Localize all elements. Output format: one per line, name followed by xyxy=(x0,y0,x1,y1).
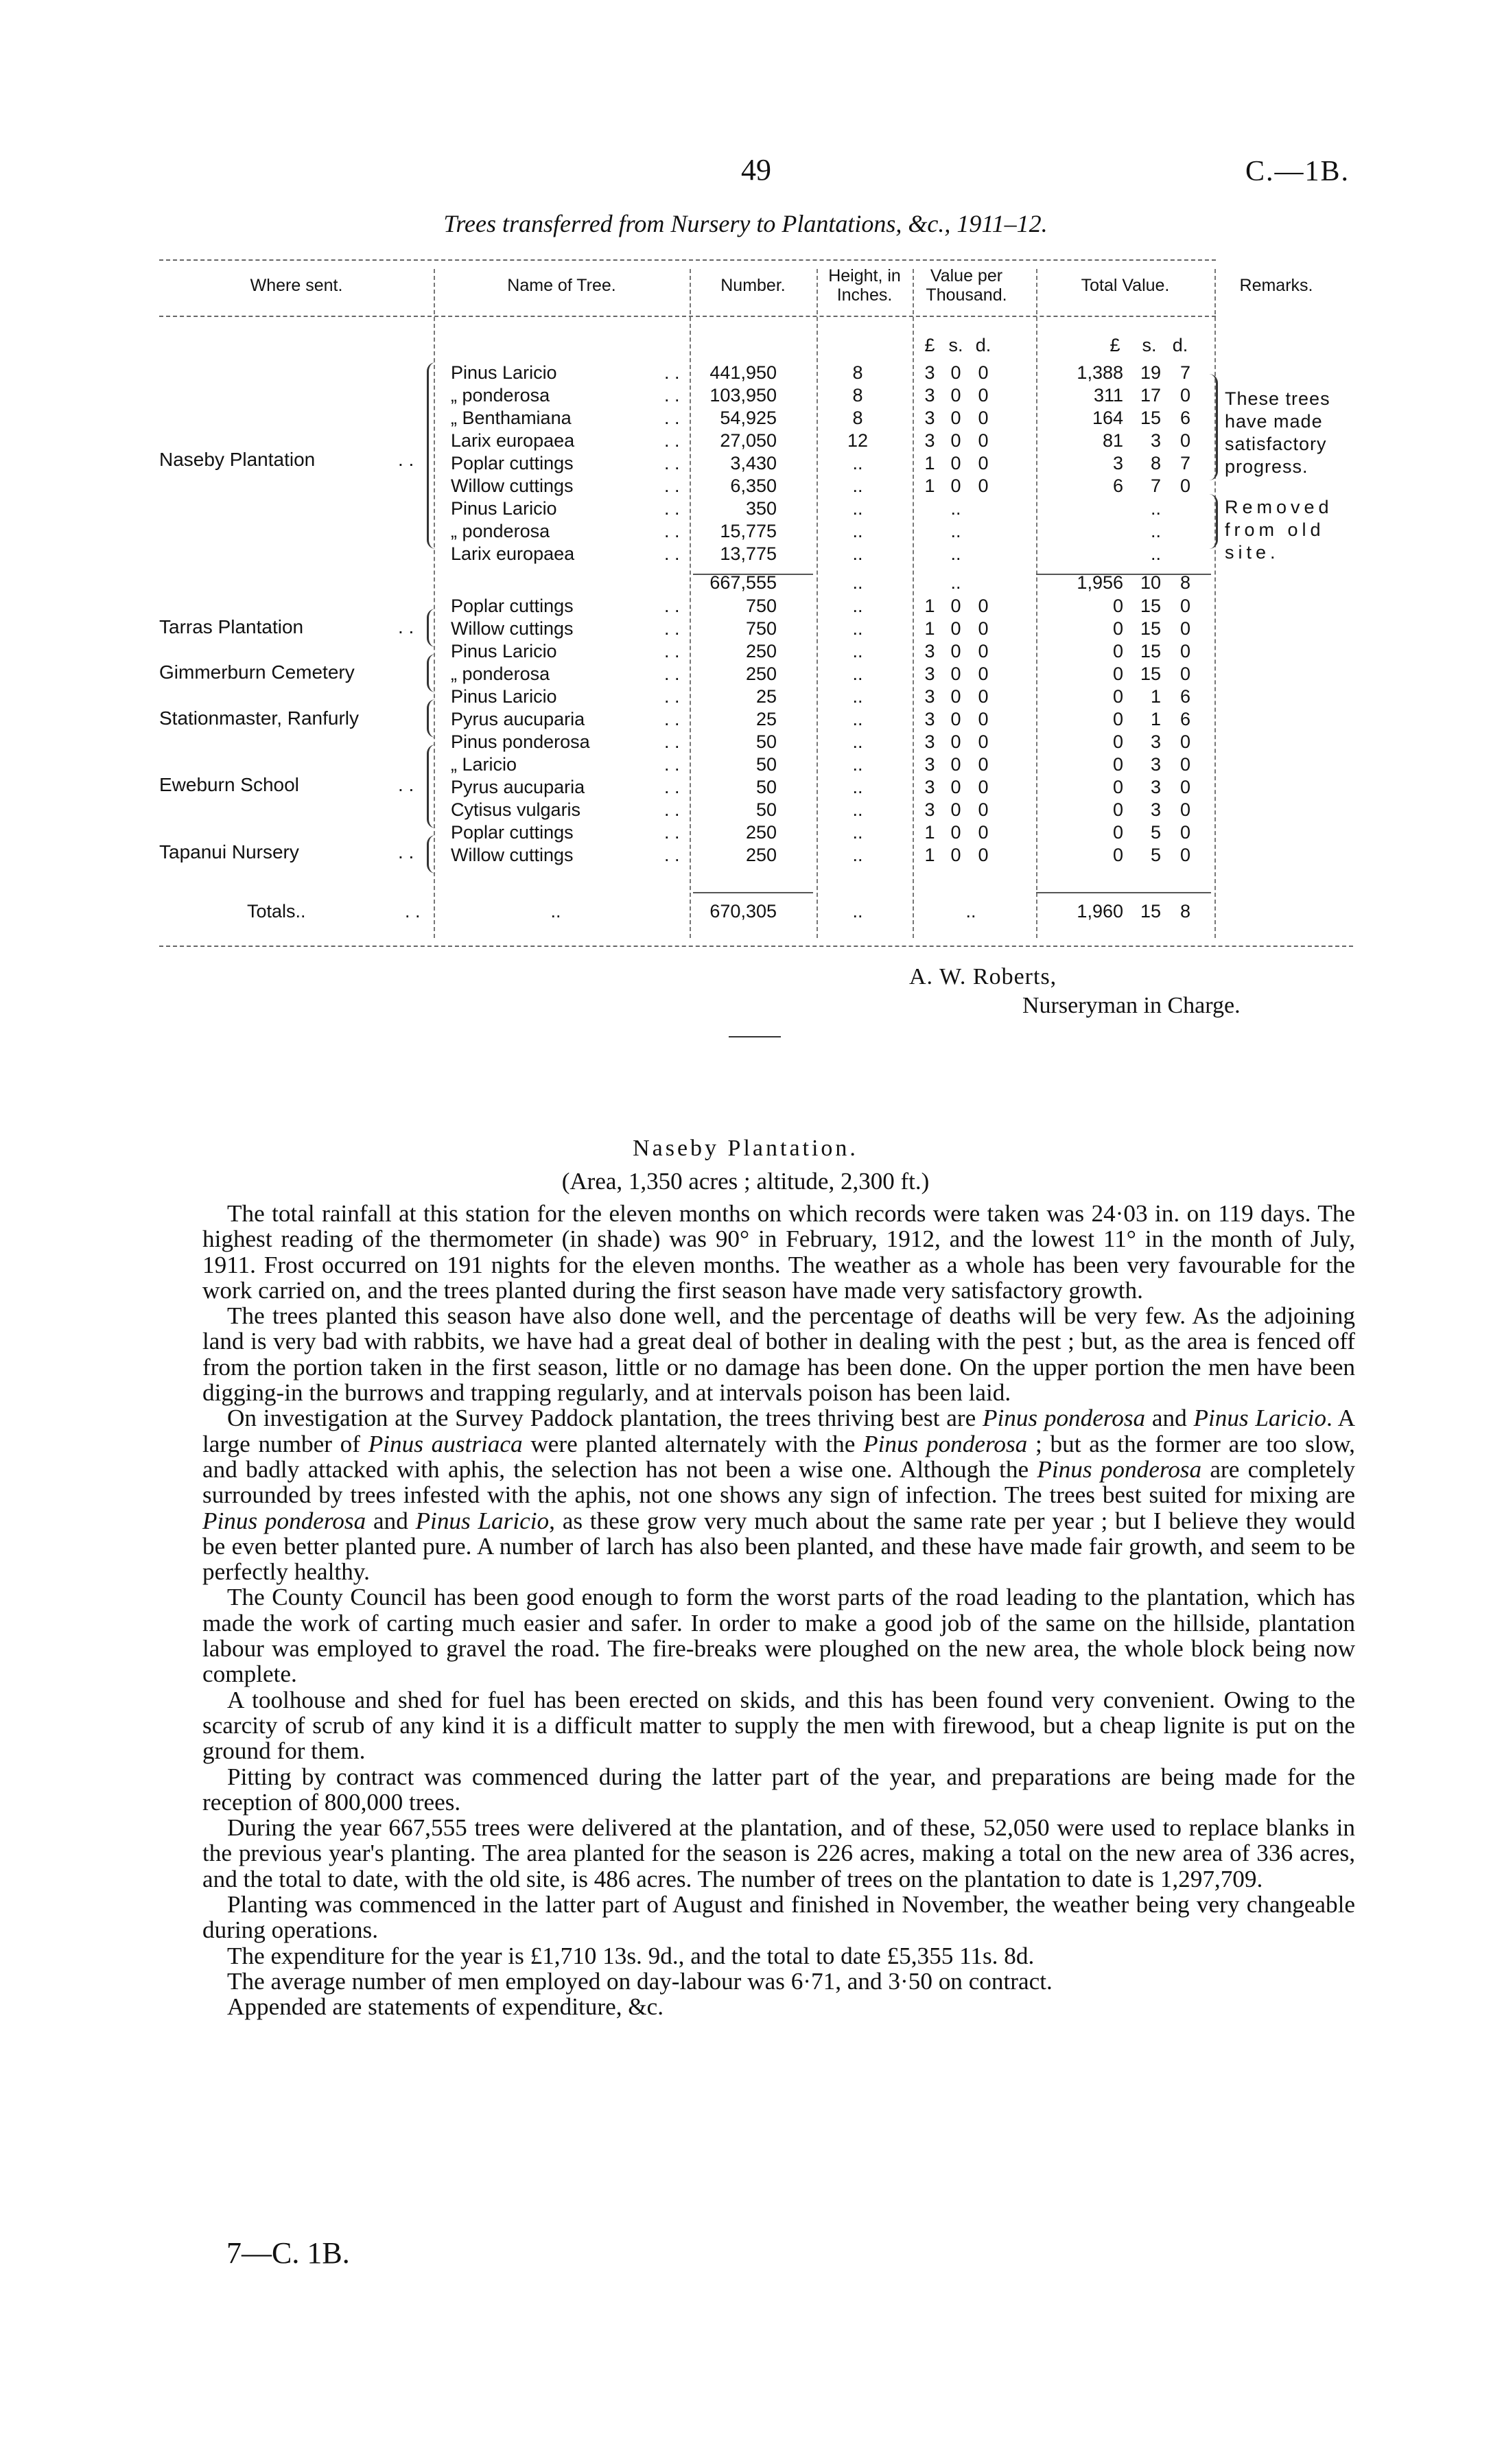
tree-number: 50 xyxy=(755,753,777,775)
tree-height: .. xyxy=(852,799,863,820)
total-shillings: 5 xyxy=(1150,822,1161,843)
value-shillings: 0 xyxy=(950,822,961,843)
leader-dots: . . xyxy=(664,595,680,616)
total-pence: 0 xyxy=(1179,430,1190,451)
value-pounds: 1 xyxy=(924,845,935,866)
remark-line: have made xyxy=(1225,411,1323,432)
group-gimmerburn: Gimmerburn Cemetery xyxy=(159,661,355,683)
tree-number: 441,950 xyxy=(709,362,777,383)
value-shillings: 0 xyxy=(950,362,961,383)
header-remarks: Remarks. xyxy=(1239,276,1313,295)
tree-number: 54,925 xyxy=(720,408,777,429)
total-shillings: 8 xyxy=(1150,453,1161,474)
tree-name: Pinus Laricio xyxy=(451,498,557,519)
section-heading: Naseby Plantation. xyxy=(633,1136,858,1161)
value-shillings: 0 xyxy=(950,845,961,866)
total-pence: 0 xyxy=(1179,822,1190,843)
header-height: Height, in Inches. xyxy=(828,266,901,305)
table-row xyxy=(0,595,1491,618)
tree-name: Pinus Laricio xyxy=(451,640,557,661)
value-pounds: 3 xyxy=(924,753,935,775)
table-row xyxy=(0,731,1491,753)
tree-height: .. xyxy=(852,543,863,565)
page-number: 49 xyxy=(741,153,771,187)
leader-dots: . . xyxy=(664,799,680,820)
table-row xyxy=(0,685,1491,708)
leader-dots: . . xyxy=(664,408,680,429)
leader-dots: . . xyxy=(664,362,680,383)
totals-height: .. xyxy=(852,901,863,922)
paragraph: Planting was commenced in the latter part of August and finished in November, the weather being very changeable during operations. xyxy=(202,1891,1355,1944)
value-pounds: 1 xyxy=(924,618,935,639)
tree-number: 667,555 xyxy=(709,572,777,594)
total-rule xyxy=(693,892,813,893)
tree-height: 8 xyxy=(852,362,863,383)
value-pence: 0 xyxy=(978,822,989,843)
paragraph: The trees planted this season have also done well, and the percentage of deaths will be very few. As the adjoining land is very bad with rabbits, we have had a great deal of bother in dealing with the pest ; but, as the area is fenced off from the portion taken in the first season, little or no damage has been done. On the upper portion the men have been digging-in the burrows and trapping regularly, and at intervals poison has been laid. xyxy=(202,1302,1355,1407)
header-name-of-tree: Name of Tree. xyxy=(507,276,616,295)
page-footer: 7—C. 1B. xyxy=(226,2236,350,2270)
value-pence: 0 xyxy=(978,845,989,866)
table-row xyxy=(0,753,1491,776)
total-pounds: 0 xyxy=(1112,708,1123,729)
tree-name: Willow cuttings xyxy=(451,618,574,639)
total-shillings: 15 xyxy=(1140,663,1161,684)
total-pounds: 311 xyxy=(1093,385,1123,406)
paragraph: On investigation at the Survey Paddock plantation, the trees thriving best are Pinus ponderosa and Pinus Laricio. A large number of Pinus austriaca were planted alternately with the Pinus ponderosa ; but as the former are too slow, and badly attacked with aphis, the selection has not been a wise one. Although the Pinus ponderosa are completely surrounded by trees infested with the aphis, not one shows any sign of infection. The trees best suited for mixing are Pinus ponderosa and Pinus Laricio, as these grow very much about the same rate per year ; but I believe they would be even better planted pure. A number of larch has also been planted, and these have made fair growth, and seem to be perfectly healthy. xyxy=(202,1405,1355,1586)
tree-number: 250 xyxy=(745,845,777,866)
value-shillings: .. xyxy=(950,543,961,565)
tree-name: Pinus Laricio xyxy=(451,362,557,383)
total-pounds: 0 xyxy=(1112,822,1123,843)
tree-number: 750 xyxy=(745,618,777,639)
value-pounds: 3 xyxy=(924,708,935,729)
group-naseby: Naseby Plantation xyxy=(159,449,316,470)
leader-dots: . . xyxy=(664,618,680,639)
value-pounds: 3 xyxy=(924,430,935,451)
leader-dots: . . xyxy=(398,774,414,795)
value-shillings: 0 xyxy=(950,663,961,684)
total-shillings: 3 xyxy=(1150,753,1161,775)
tree-height: .. xyxy=(852,663,863,684)
tree-name: Willow cuttings xyxy=(451,845,574,866)
total-pence: 0 xyxy=(1179,640,1190,661)
subtotal-rule xyxy=(693,574,813,575)
total-pence: 6 xyxy=(1179,408,1190,429)
value-pence: 0 xyxy=(978,618,989,639)
value-shillings: 0 xyxy=(950,685,961,707)
total-shillings: .. xyxy=(1150,521,1161,542)
total-shillings: 10 xyxy=(1140,572,1161,594)
table-row xyxy=(0,799,1491,821)
tree-number: 50 xyxy=(755,731,777,752)
tree-number: 350 xyxy=(745,498,777,519)
value-pence: 0 xyxy=(978,385,989,406)
leader-dots: . . xyxy=(664,521,680,542)
tree-name: „ ponderosa xyxy=(451,521,550,542)
total-pounds: 0 xyxy=(1112,640,1123,661)
leader-dots: . . xyxy=(398,616,414,637)
total-pence: 0 xyxy=(1179,385,1190,406)
total-pence: 0 xyxy=(1179,799,1190,820)
totals-pounds: 1,960 xyxy=(1077,901,1123,922)
paragraph: A toolhouse and shed for fuel has been erected on skids, and this has been found very convenient. Owing to the scarcity of scrub of any kind it is a difficult matter to supply the men with firewood, but a cheap lignite is put on the ground for them. xyxy=(202,1686,1355,1765)
totals-row xyxy=(0,900,1491,923)
tree-height: 8 xyxy=(852,385,863,406)
header-where-sent: Where sent. xyxy=(250,276,343,295)
tree-height: .. xyxy=(852,708,863,729)
leader-dots: . . xyxy=(664,385,680,406)
subtotal-rule xyxy=(1036,574,1211,575)
total-shillings: 3 xyxy=(1150,776,1161,797)
tree-name: Poplar cuttings xyxy=(451,822,574,843)
value-pounds: 3 xyxy=(924,408,935,429)
total-pence: 0 xyxy=(1179,618,1190,639)
paragraph: The total rainfall at this station for the eleven months on which records were taken was 24·03 in. on 119 days. The highest reading of the thermometer (in shade) was 90° in February, 1912, and the lowest 11° in the month of July, 1911. Frost occurred on 191 nights for the eleven months. The weather as a whole has been very favourable for the work carried on, and the trees planted during the first season have made very satisfactory growth. xyxy=(202,1200,1355,1304)
value-pence: 0 xyxy=(978,595,989,616)
tree-name: Larix europaea xyxy=(451,430,575,451)
tree-number: 13,775 xyxy=(720,543,777,565)
total-shillings: 3 xyxy=(1150,731,1161,752)
total-shillings: 1 xyxy=(1150,708,1161,729)
leader-dots: . . xyxy=(664,663,680,684)
tree-number: 50 xyxy=(755,799,777,820)
tree-name: Larix europaea xyxy=(451,543,575,565)
total-pounds: 0 xyxy=(1112,799,1123,820)
value-pounds: 1 xyxy=(924,453,935,474)
value-shillings: 0 xyxy=(950,453,961,474)
paragraph: Pitting by contract was commenced during the latter part of the year, and preparations are being made for the reception of 800,000 trees. xyxy=(202,1763,1355,1816)
remark-line: from old xyxy=(1225,519,1325,540)
tree-height: .. xyxy=(852,731,863,752)
section-subheading: (Area, 1,350 acres ; altitude, 2,300 ft.) xyxy=(561,1168,930,1195)
table-title: Trees transferred from Nursery to Plantations, &c., 1911–12. xyxy=(443,210,1048,237)
total-pounds: 0 xyxy=(1112,595,1123,616)
value-pence: 0 xyxy=(978,663,989,684)
table-row xyxy=(0,618,1491,640)
tree-name: Pyrus aucuparia xyxy=(451,708,585,729)
paragraph: Appended are statements of expenditure, &c. xyxy=(227,1993,664,2021)
totals-label: Totals.. xyxy=(247,901,306,922)
paragraph: During the year 667,555 trees were delivered at the plantation, and of these, 52,050 were used to replace blanks in the previous year's planting. The area planted for the season is 226 acres, making a total on the new area of 336 acres, and the total to date, with the old site, is 486 acres. The number of trees on the plantation to date is 1,297,709. xyxy=(202,1814,1355,1892)
header-value-per-thousand: Value per Thousand. xyxy=(926,266,1007,305)
document-code: C.—1B. xyxy=(1245,156,1350,187)
total-shillings: 19 xyxy=(1140,362,1161,383)
leader-dots: . . xyxy=(664,543,680,565)
total-shillings: 1 xyxy=(1150,685,1161,707)
tree-height: .. xyxy=(852,498,863,519)
header-total-value: Total Value. xyxy=(1081,276,1170,295)
remark-line: These trees xyxy=(1225,388,1330,409)
leader-dots: . . xyxy=(664,822,680,843)
tree-name: Pinus ponderosa xyxy=(451,731,590,752)
total-pounds: 3 xyxy=(1112,453,1123,474)
leader-dots: . . xyxy=(664,453,680,474)
table-row xyxy=(0,572,1491,594)
section-body xyxy=(202,1201,1355,2020)
total-pence: 6 xyxy=(1179,708,1190,729)
remark-line: Removed xyxy=(1225,497,1333,517)
total-pounds: 1,956 xyxy=(1077,572,1123,594)
total-shillings: .. xyxy=(1150,498,1161,519)
tree-height: .. xyxy=(852,822,863,843)
value-pounds: 3 xyxy=(924,385,935,406)
value-pounds: 3 xyxy=(924,640,935,661)
value-shillings: 0 xyxy=(950,618,961,639)
value-shillings: 0 xyxy=(950,799,961,820)
header-number: Number. xyxy=(720,276,786,295)
tree-number: 6,350 xyxy=(730,476,777,497)
total-pounds: 0 xyxy=(1112,618,1123,639)
leader-dots: . . xyxy=(398,449,414,470)
total-pence: 0 xyxy=(1179,845,1190,866)
tree-number: 750 xyxy=(745,595,777,616)
value-pence: 0 xyxy=(978,799,989,820)
total-pounds: 0 xyxy=(1112,776,1123,797)
value-pence: 0 xyxy=(978,362,989,383)
tree-height: .. xyxy=(852,845,863,866)
value-shillings: 0 xyxy=(950,640,961,661)
value-pence: 0 xyxy=(978,408,989,429)
table-top-rule xyxy=(159,259,1216,261)
remark-line: site. xyxy=(1225,542,1280,563)
total-pounds: 0 xyxy=(1112,753,1123,775)
total-pence: 8 xyxy=(1179,572,1190,594)
value-shillings: 0 xyxy=(950,708,961,729)
total-shillings: 15 xyxy=(1140,640,1161,661)
tree-number: 25 xyxy=(755,708,777,729)
leader-dots: . . xyxy=(664,476,680,497)
tree-height: .. xyxy=(852,453,863,474)
group-eweburn: Eweburn School xyxy=(159,774,299,795)
money-subheader-row xyxy=(0,334,1491,357)
signature-name: A. W. Roberts, xyxy=(909,964,1057,989)
value-pounds: 3 xyxy=(924,731,935,752)
totals-name: .. xyxy=(550,901,561,922)
pounds-label: £ xyxy=(924,335,935,355)
value-pence: 0 xyxy=(978,476,989,497)
value-shillings: 0 xyxy=(950,408,961,429)
total-shillings: 15 xyxy=(1140,595,1161,616)
pence-label: d. xyxy=(975,335,991,355)
table-row xyxy=(0,663,1491,685)
total-shillings: 7 xyxy=(1150,476,1161,497)
total-pounds: 0 xyxy=(1112,685,1123,707)
leader-dots: . . xyxy=(405,901,421,922)
leader-dots: . . xyxy=(664,731,680,752)
tree-height: .. xyxy=(852,476,863,497)
tree-height: .. xyxy=(852,640,863,661)
total-pounds: 0 xyxy=(1112,845,1123,866)
tree-number: 250 xyxy=(745,822,777,843)
value-pounds: 1 xyxy=(924,822,935,843)
shillings-label: s. xyxy=(948,335,963,355)
value-shillings: .. xyxy=(950,498,961,519)
tree-number: 15,775 xyxy=(720,521,777,542)
value-pounds: 3 xyxy=(924,362,935,383)
total-pounds: 0 xyxy=(1112,731,1123,752)
total-pence: 0 xyxy=(1179,776,1190,797)
total-shillings: 3 xyxy=(1150,430,1161,451)
remark-line: satisfactory xyxy=(1225,434,1327,454)
total-pence: 0 xyxy=(1179,595,1190,616)
paragraph: The County Council has been good enough to form the worst parts of the road leading to the plantation, which has made the work of carting much easier and safer. In order to make a good job of the same on the hillside, plantation labour was employed to gravel the road. The fire-breaks were ploughed on the new area, the whole block being now complete. xyxy=(202,1584,1355,1688)
value-pence: 0 xyxy=(978,640,989,661)
value-pence: 0 xyxy=(978,708,989,729)
paragraph: The expenditure for the year is £1,710 13s. 9d., and the total to date £5,355 11s. 8d. xyxy=(227,1942,1035,1969)
tree-number: 250 xyxy=(745,640,777,661)
value-shillings: 0 xyxy=(950,595,961,616)
table-row xyxy=(0,821,1491,844)
total-pounds: 1,388 xyxy=(1077,362,1123,383)
tree-number: 27,050 xyxy=(720,430,777,451)
section-divider xyxy=(729,1036,781,1037)
table-bottom-rule xyxy=(159,946,1353,947)
leader-dots: . . xyxy=(398,841,414,863)
total-pence: 7 xyxy=(1179,453,1190,474)
table-row xyxy=(0,708,1491,731)
total-pounds: 0 xyxy=(1112,663,1123,684)
total-rule xyxy=(1036,892,1211,893)
tree-height: .. xyxy=(852,618,863,639)
tree-name: „ Benthamiana xyxy=(451,408,572,429)
value-pence: 0 xyxy=(978,685,989,707)
leader-dots: . . xyxy=(664,640,680,661)
group-tarras: Tarras Plantation xyxy=(159,616,304,637)
signature-role: Nurseryman in Charge. xyxy=(1022,993,1241,1018)
tree-height: 8 xyxy=(852,408,863,429)
total-shillings: 17 xyxy=(1140,385,1161,406)
table-row xyxy=(0,362,1491,384)
tree-name: Pinus Laricio xyxy=(451,685,557,707)
leader-dots: . . xyxy=(664,430,680,451)
totals-value: .. xyxy=(965,901,976,922)
tree-number: 25 xyxy=(755,685,777,707)
tree-name: „ ponderosa xyxy=(451,385,550,406)
value-pounds: 1 xyxy=(924,476,935,497)
group-stationmaster: Stationmaster, Ranfurly xyxy=(159,707,360,729)
tree-number: 50 xyxy=(755,776,777,797)
value-shillings: 0 xyxy=(950,476,961,497)
total-pounds: 6 xyxy=(1112,476,1123,497)
tree-name: Poplar cuttings xyxy=(451,453,574,474)
total-pounds: 81 xyxy=(1102,430,1123,451)
tree-name: Cytisus vulgaris xyxy=(451,799,581,820)
value-shillings: 0 xyxy=(950,430,961,451)
value-shillings: .. xyxy=(950,572,961,594)
value-pounds: 3 xyxy=(924,776,935,797)
total-pence: 0 xyxy=(1179,731,1190,752)
table-row xyxy=(0,640,1491,663)
total-shillings: .. xyxy=(1150,543,1161,565)
total-pounds: 164 xyxy=(1092,408,1123,429)
totals-number: 670,305 xyxy=(709,901,777,922)
leader-dots: . . xyxy=(664,753,680,775)
leader-dots: . . xyxy=(664,498,680,519)
value-pence: 0 xyxy=(978,731,989,752)
table-header-rule xyxy=(159,316,1216,317)
tree-name: Poplar cuttings xyxy=(451,595,574,616)
value-pounds: 1 xyxy=(924,595,935,616)
remark-progress xyxy=(1225,388,1330,478)
value-pounds: 3 xyxy=(924,685,935,707)
total-pence: 0 xyxy=(1179,663,1190,684)
tree-height: .. xyxy=(852,595,863,616)
group-tapanui: Tapanui Nursery xyxy=(159,841,299,863)
leader-dots: . . xyxy=(664,685,680,707)
total-shillings: 15 xyxy=(1140,408,1161,429)
value-pence: 0 xyxy=(978,776,989,797)
value-pounds: 3 xyxy=(924,663,935,684)
total-shillings: 5 xyxy=(1150,845,1161,866)
value-shillings: 0 xyxy=(950,385,961,406)
value-shillings: 0 xyxy=(950,776,961,797)
tree-height: .. xyxy=(852,521,863,542)
tree-name: Willow cuttings xyxy=(451,476,574,497)
leader-dots: . . xyxy=(664,845,680,866)
total-shillings: 3 xyxy=(1150,799,1161,820)
totals-shillings: 15 xyxy=(1140,901,1161,922)
table-row xyxy=(0,776,1491,799)
tree-height: .. xyxy=(852,572,863,594)
tree-number: 103,950 xyxy=(709,385,777,406)
value-pounds: 3 xyxy=(924,799,935,820)
shillings-label: s. xyxy=(1142,335,1157,355)
pounds-label: £ xyxy=(1110,335,1120,355)
tree-height: .. xyxy=(852,685,863,707)
remark-line: progress. xyxy=(1225,456,1308,477)
value-shillings: 0 xyxy=(950,753,961,775)
tree-name: Pyrus aucuparia xyxy=(451,776,585,797)
tree-name: „ Laricio xyxy=(451,753,517,775)
tree-number: 250 xyxy=(745,663,777,684)
value-pence: 0 xyxy=(978,430,989,451)
table-row xyxy=(0,844,1491,867)
table-row xyxy=(0,475,1491,497)
value-shillings: 0 xyxy=(950,731,961,752)
value-pence: 0 xyxy=(978,753,989,775)
totals-pence: 8 xyxy=(1179,901,1190,922)
value-pence: 0 xyxy=(978,453,989,474)
remark-removed xyxy=(1225,496,1333,564)
tree-height: .. xyxy=(852,776,863,797)
total-shillings: 15 xyxy=(1140,618,1161,639)
value-shillings: .. xyxy=(950,521,961,542)
total-pence: 0 xyxy=(1179,476,1190,497)
tree-height: .. xyxy=(852,753,863,775)
tree-height: 12 xyxy=(847,430,869,451)
total-pence: 7 xyxy=(1179,362,1190,383)
paragraph: The average number of men employed on day-labour was 6·71, and 3·50 on contract. xyxy=(227,1967,1053,1995)
leader-dots: . . xyxy=(664,776,680,797)
pence-label: d. xyxy=(1172,335,1188,355)
tree-number: 3,430 xyxy=(730,453,777,474)
total-pence: 6 xyxy=(1179,685,1190,707)
total-pence: 0 xyxy=(1179,753,1190,775)
tree-name: „ ponderosa xyxy=(451,663,550,684)
leader-dots: . . xyxy=(664,708,680,729)
